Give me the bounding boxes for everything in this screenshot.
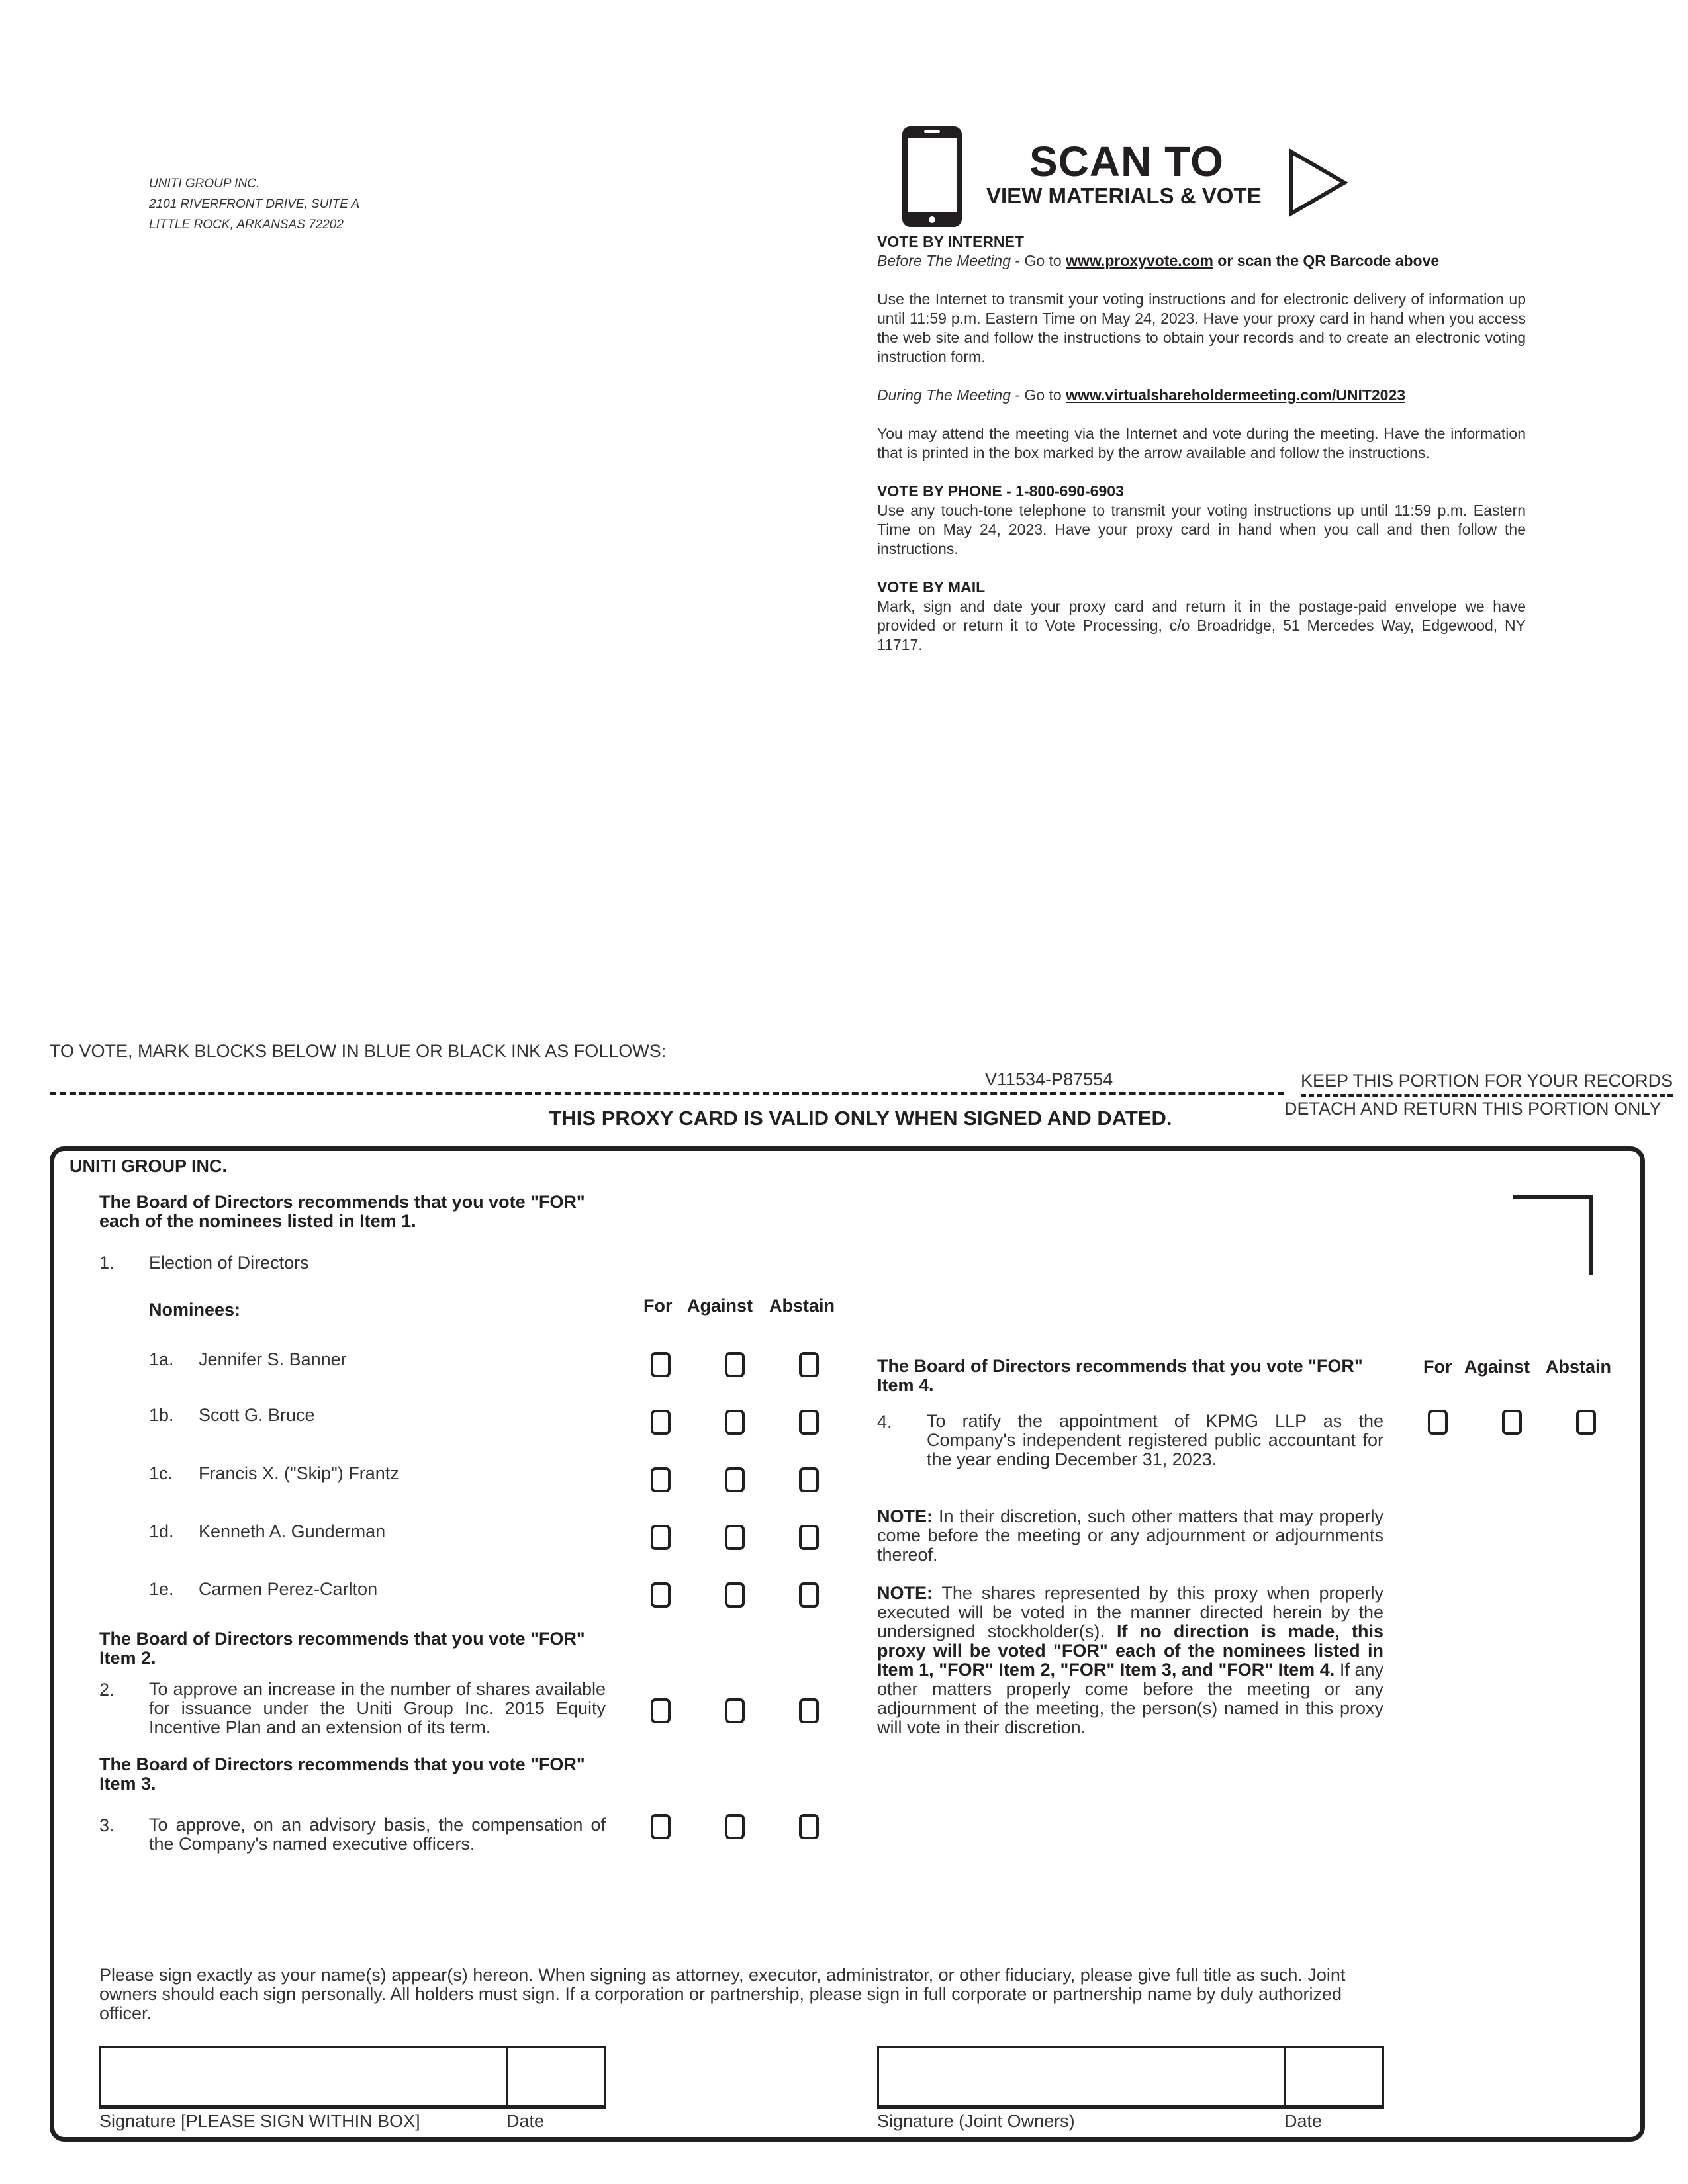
signature-label: Signature [PLEASE SIGN WITHIN BOX] [99,2111,420,2131]
proxyvote-link[interactable]: www.proxyvote.com [1066,252,1213,269]
internet-heading: VOTE BY INTERNET [877,233,1024,250]
nominee-number: 1c. [149,1463,173,1483]
scan-subtitle: VIEW MATERIALS & VOTE [986,183,1262,208]
item2-number: 2. [99,1680,115,1700]
item4-against-checkbox[interactable] [1502,1410,1522,1435]
note2 [877,1584,1383,1737]
note2-bold-text: If no direction is made, this proxy will be voted "FOR" each of the nominees listed in Item 1, "FOR" Item 2, "FOR" Item 3, and "FOR" Item 4. [877,1621,1383,1680]
col-against-header: Against [687,1296,753,1316]
before-go-to: - Go to [1011,252,1066,269]
col-for-header: For [643,1296,673,1316]
nominee-name: Kenneth A. Gunderman [199,1522,386,1541]
address-line2: LITTLE ROCK, ARKANSAS 72202 [149,218,344,232]
item2-abstain-checkbox[interactable] [799,1698,819,1723]
item3-text: To approve, on an advisory basis, the compensation of the Company's named executive officers. [149,1815,606,1854]
nominees-label: Nominees: [149,1300,241,1320]
phone-body: Use any touch-tone telephone to transmit your voting instructions up until 11:59 p.m. Eastern Time on May 24, 2023. Have your proxy card in hand when you call and then follow the instructions. [877,502,1526,557]
nominee-1a-abstain-checkbox[interactable] [799,1352,819,1377]
address-line1: 2101 RIVERFRONT DRIVE, SUITE A [149,197,360,211]
note1-label: NOTE: [877,1506,933,1526]
item3-abstain-checkbox[interactable] [799,1814,819,1839]
item3-for-checkbox[interactable] [651,1814,671,1839]
nominee-1b-against-checkbox[interactable] [725,1410,745,1435]
keep-portion-label: KEEP THIS PORTION FOR YOUR RECORDS [1301,1071,1673,1097]
nominee-name: Francis X. ("Skip") Frantz [199,1463,399,1483]
nominee-number: 1a. [149,1349,174,1369]
note2-text-a: The shares represented by this proxy when properly executed will be voted in the manner directed herein by the undersigned stockholder(s). [877,1583,1383,1641]
smartphone-icon [900,124,964,229]
item4-text: To ratify the appointment of KPMG LLP as the Company's independent registered public accountant for the year ending December 31, 2023. [927,1411,1383,1469]
note2-label: NOTE: [877,1583,933,1603]
address-company: UNITI GROUP INC. [149,177,260,191]
phone-heading: VOTE BY PHONE - 1-800-690-6903 [877,482,1124,500]
nominee-name: Scott G. Bruce [199,1405,315,1425]
nominee-number: 1b. [149,1405,174,1425]
scan-title: SCAN TO [1029,138,1224,185]
during-meeting-line [877,386,1526,405]
item1-recommendation: The Board of Directors recommends that you vote "FOR" each of the nominees listed in Item 1. [99,1192,585,1231]
nominee-number: 1e. [149,1579,174,1599]
joint-signature-date-divider [1284,2048,1286,2105]
item3-recommendation: The Board of Directors recommends that you vote "FOR" Item 3. [99,1754,585,1794]
before-meeting-body: Use the Internet to transmit your voting instructions and for electronic delivery of information up until 11:59 p.m. Eastern Time on May 24, 2023. Have your proxy card in hand when you access the web site and follow the instructions to obtain your records and to create an electronic voting instruction form. [877,291,1526,365]
item3-number: 3. [99,1815,115,1835]
nominee-1d-abstain-checkbox[interactable] [799,1525,819,1550]
mail-heading: VOTE BY MAIL [877,578,986,596]
mail-body: Mark, sign and date your proxy card and return it in the postage-paid envelope we have provided or return it to Vote Processing, c/o Broadridge, 51 Mercedes Way, Edgewood, NY 11717. [877,598,1526,653]
voting-instructions [877,232,1526,655]
item4-for-checkbox[interactable] [1428,1410,1448,1435]
before-meeting-label: Before The Meeting [877,252,1011,269]
before-suffix: or scan the QR Barcode above [1213,252,1440,269]
nominee-1e-against-checkbox[interactable] [725,1582,745,1608]
play-arrow-icon [1288,148,1348,217]
nominee-1b-abstain-checkbox[interactable] [799,1410,819,1435]
nominee-1b-for-checkbox[interactable] [651,1410,671,1435]
detach-portion-label: DETACH AND RETURN THIS PORTION ONLY [1284,1099,1662,1118]
note1-text: In their discretion, such other matters that may properly come before the meeting or any adjournment or adjournments thereof. [877,1506,1383,1565]
detach-line [50,1092,1284,1095]
nominee-1e-abstain-checkbox[interactable] [799,1582,819,1608]
nominee-1e-for-checkbox[interactable] [651,1582,671,1608]
item2-recommendation: The Board of Directors recommends that you vote "FOR" Item 2. [99,1629,585,1668]
item3-against-checkbox[interactable] [725,1814,745,1839]
item1-number: 1. [99,1253,115,1273]
signature-date-divider [506,2048,508,2105]
nominee-1d-against-checkbox[interactable] [725,1525,745,1550]
item4-number: 4. [877,1412,892,1432]
valid-notice-text: THIS PROXY CARD IS VALID ONLY WHEN SIGNED AND DATED. [549,1107,1172,1130]
item4-col-abstain-header: Abstain [1546,1357,1612,1377]
virtual-meeting-link[interactable]: www.virtualshareholdermeeting.com/UNIT2023 [1066,387,1406,404]
sign-instruction: Please sign exactly as your name(s) appear(s) hereon. When signing as attorney, executor, administrator, or other fiduciary, please give full title as such. Joint owners should each sign personally. All holders must sign. If a corporation or partnership, please sign in full corporate or partnership name by duly authorized officer. [99,1965,1346,2023]
item4-col-against-header: Against [1464,1357,1530,1377]
valid-notice [0,1107,1688,1130]
nominee-1a-for-checkbox[interactable] [651,1352,671,1377]
during-meeting-body: You may attend the meeting via the Internet and vote during the meeting. Have the information that is printed in the box marked by the arrow available and follow the instructions. [877,425,1526,461]
col-abstain-header: Abstain [769,1296,835,1316]
return-address [149,173,359,235]
item2-for-checkbox[interactable] [651,1698,671,1723]
nominee-1a-against-checkbox[interactable] [725,1352,745,1377]
nominee-number: 1d. [149,1522,174,1541]
note2-text-b: If any other matters properly come before the meeting or any adjournment of the meeting, the person(s) named in this proxy will vote in their discretion. [877,1660,1383,1737]
nominee-1d-for-checkbox[interactable] [651,1525,671,1550]
corner-mark [1513,1195,1593,1275]
joint-signature-box[interactable] [877,2046,1384,2109]
item4-col-for-header: For [1423,1357,1452,1377]
item4-recommendation: The Board of Directors recommends that you vote "FOR" Item 4. [877,1356,1363,1395]
control-number: V11534-P87554 [985,1069,1113,1089]
nominee-1c-for-checkbox[interactable] [651,1467,671,1492]
joint-signature-label: Signature (Joint Owners) [877,2111,1075,2131]
during-meeting-label: During The Meeting [877,387,1011,404]
item2-against-checkbox[interactable] [725,1698,745,1723]
before-meeting-line [877,251,1526,271]
note1 [877,1507,1383,1565]
during-go-to: - Go to [1011,387,1066,404]
item1-title: Election of Directors [149,1253,309,1273]
nominee-name: Jennifer S. Banner [199,1349,347,1369]
nominee-1c-abstain-checkbox[interactable] [799,1467,819,1492]
nominee-1c-against-checkbox[interactable] [725,1467,745,1492]
item4-abstain-checkbox[interactable] [1576,1410,1596,1435]
joint-date-label: Date [1284,2111,1323,2131]
mark-instruction: TO VOTE, MARK BLOCKS BELOW IN BLUE OR BLACK INK AS FOLLOWS: [50,1041,667,1061]
nominee-name: Carmen Perez-Carlton [199,1579,378,1599]
signature-box[interactable] [99,2046,606,2109]
item2-text: To approve an increase in the number of shares available for issuance under the Uniti Group Inc. 2015 Equity Incentive Plan and an extension of its term. [149,1679,606,1737]
date-label: Date [506,2111,545,2131]
card-company: UNITI GROUP INC. [70,1156,228,1176]
